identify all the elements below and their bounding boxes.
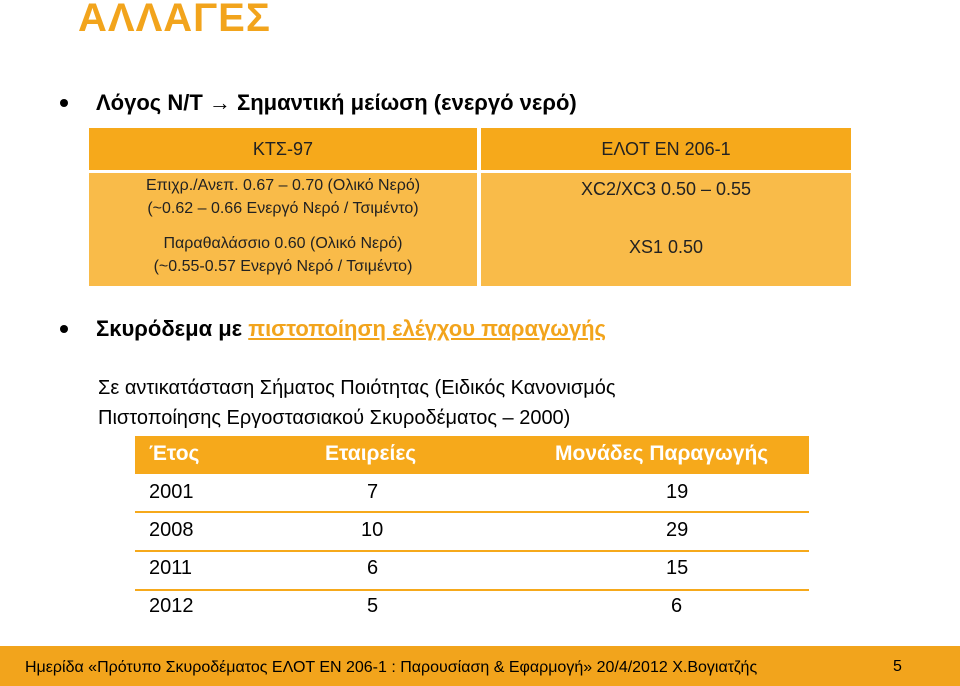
elot-column: [481, 173, 851, 286]
cell-year: 2001: [149, 481, 194, 503]
paragraph-line2: Πιστοποίησης Εργοστασιακού Σκυροδέματος – 2000): [98, 407, 571, 429]
cell-companies: 10: [361, 519, 384, 541]
cell-units: 29: [666, 519, 689, 541]
bullet-dot: [60, 325, 68, 333]
header-production-units: Μονάδες Παραγωγής: [555, 442, 769, 465]
header-elot: [481, 128, 851, 170]
header-kts97-label: ΚΤΣ-97: [252, 139, 314, 159]
table-row: [135, 591, 809, 624]
bullet-text: [96, 316, 606, 342]
cell-units: 19: [666, 481, 689, 503]
bullet2-prefix: Σκυρόδεμα με: [96, 316, 249, 341]
bullet-dot: [60, 99, 68, 107]
kts97-row1-line1: Επιχρ./Ανεπ. 0.67 – 0.70 (Ολικό Νερό): [145, 177, 421, 194]
kts97-column: [89, 173, 477, 286]
cell-year: 2008: [149, 519, 194, 541]
footer-text: Ημερίδα «Πρότυπο Σκυροδέματος ΕΛΟΤ ΕΝ 206-1 : Παρουσίαση & Εφαρμογή» 20/4/2012 Χ.Βογιατζής: [25, 659, 758, 676]
cell-companies: 7: [367, 481, 379, 503]
certification-link[interactable]: πιστοποίηση ελέγχου παραγωγής: [248, 316, 606, 341]
header-companies: Εταιρείες: [325, 442, 417, 465]
bullet-text: Λόγος Ν/Τ → Σημαντική μείωση (ενεργό νερό): [96, 90, 577, 115]
cell-companies: 6: [367, 557, 379, 579]
slide-title: ΑΛΛΑΓΕΣ: [78, 0, 271, 40]
production-table-header: [135, 436, 809, 472]
paragraph-line1: Σε αντικατάσταση Σήματος Ποιότητας (Ειδικός Κανονισμός: [98, 377, 616, 399]
kts97-row2-line2: (~0.55-0.57 Ενεργό Νερό / Τσιμέντο): [153, 258, 413, 275]
elot-row2: XS1 0.50: [628, 237, 704, 257]
table-row: [135, 552, 809, 589]
kts97-row2-line1: Παραθαλάσσιο 0.60 (Ολικό Νερό): [163, 235, 403, 252]
table-row: [135, 513, 809, 550]
comparison-table: [89, 128, 851, 286]
cell-year: 2011: [149, 557, 193, 579]
elot-row1: XC2/XC3 0.50 – 0.55: [580, 179, 752, 199]
header-elot-label: ΕΛΟΤ ΕΝ 206-1: [601, 139, 731, 159]
header-year: Έτος: [149, 442, 200, 465]
cell-year: 2012: [149, 595, 194, 617]
cell-units: 15: [666, 557, 689, 579]
table-row: [135, 474, 809, 511]
footer-bar: [0, 646, 960, 686]
production-table: [135, 436, 809, 624]
header-kts97: [89, 128, 477, 170]
kts97-row1-line2: (~0.62 – 0.66 Ενεργό Νερό / Τσιμέντο): [147, 200, 419, 217]
cell-units: 6: [671, 595, 683, 617]
page-number: 5: [893, 658, 902, 675]
cell-companies: 5: [367, 595, 379, 617]
